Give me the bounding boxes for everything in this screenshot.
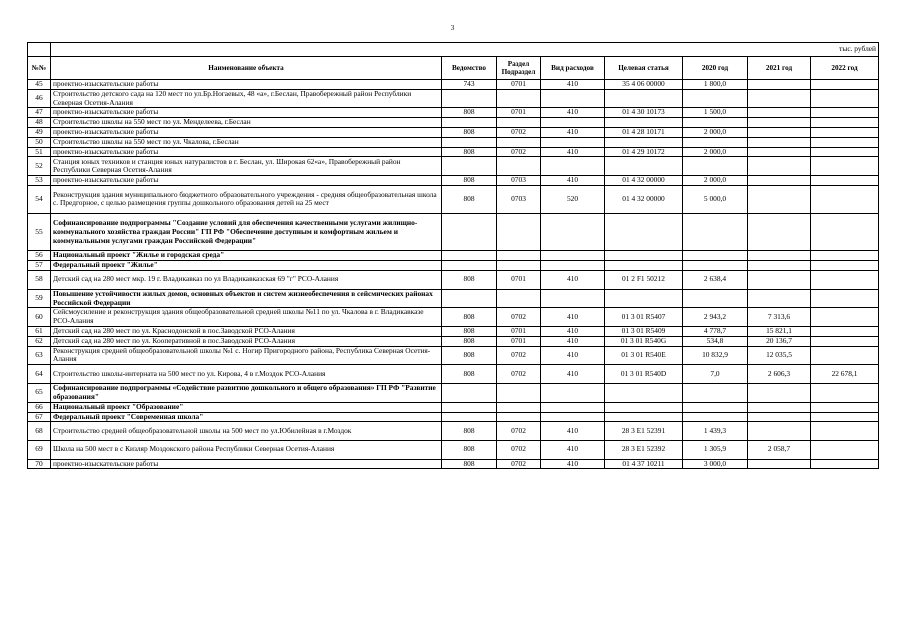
row-2021 bbox=[748, 251, 811, 261]
row-section bbox=[497, 157, 541, 176]
row-2022 bbox=[811, 412, 879, 422]
row-2020: 2 943,2 bbox=[683, 308, 748, 327]
row-exp-type bbox=[541, 251, 605, 261]
row-target bbox=[605, 157, 683, 176]
row-2021 bbox=[748, 384, 811, 403]
units-label: тыс. рублей bbox=[51, 43, 879, 57]
row-name: Строительство детского сада на 120 мест по ул.Бр.Ногаевых, 48 «а», г.Беслан, Правобережный район Республики Северная Осетия-Алания bbox=[51, 89, 442, 108]
row-num: 58 bbox=[28, 270, 51, 289]
budget-table bbox=[27, 42, 879, 469]
row-2020: 4 778,7 bbox=[683, 327, 748, 337]
table-body bbox=[28, 80, 879, 469]
row-section bbox=[497, 289, 541, 308]
table-row bbox=[28, 80, 879, 90]
row-name: Детский сад на 280 мест по ул. Кооперативной в пос.Заводской РСО-Алания bbox=[51, 336, 442, 346]
table-row bbox=[28, 261, 879, 271]
row-target: 28 3 E1 52391 bbox=[605, 422, 683, 441]
row-name: Реконструкция здания муниципального бюджетного образовательного учреждения - средняя общеобразовательная школа с. Предгорное, с целью размещения группы дошкольного образования детей на 25 мест bbox=[51, 185, 442, 213]
table-row bbox=[28, 137, 879, 147]
row-2020 bbox=[683, 137, 748, 147]
table-row bbox=[28, 365, 879, 384]
row-2022 bbox=[811, 176, 879, 186]
row-2022 bbox=[811, 89, 879, 108]
row-dept: 808 bbox=[442, 327, 497, 337]
row-num: 54 bbox=[28, 185, 51, 213]
row-section: 0702 bbox=[497, 128, 541, 138]
row-2021 bbox=[748, 176, 811, 186]
row-2021 bbox=[748, 80, 811, 90]
row-2021 bbox=[748, 214, 811, 251]
row-2021 bbox=[748, 108, 811, 118]
row-2021 bbox=[748, 118, 811, 128]
row-num: 46 bbox=[28, 89, 51, 108]
row-exp-type: 410 bbox=[541, 308, 605, 327]
row-2020: 1 800,0 bbox=[683, 80, 748, 90]
row-2020: 534,8 bbox=[683, 336, 748, 346]
row-2021: 7 313,6 bbox=[748, 308, 811, 327]
row-exp-type bbox=[541, 261, 605, 271]
row-section: 0702 bbox=[497, 365, 541, 384]
row-section: 0701 bbox=[497, 80, 541, 90]
row-2022 bbox=[811, 80, 879, 90]
row-num: 50 bbox=[28, 137, 51, 147]
row-2022 bbox=[811, 346, 879, 365]
row-num: 60 bbox=[28, 308, 51, 327]
units-row bbox=[28, 43, 879, 57]
row-name: Школа на 500 мест в с Кизляр Моздокского района Республики Северная Осетия-Алания bbox=[51, 440, 442, 459]
row-2020 bbox=[683, 412, 748, 422]
page-number: 3 bbox=[450, 24, 455, 32]
row-2020 bbox=[683, 157, 748, 176]
row-2022 bbox=[811, 185, 879, 213]
row-dept: 808 bbox=[442, 422, 497, 441]
table-row bbox=[28, 118, 879, 128]
header-section: Раздел Подраздел bbox=[497, 57, 541, 80]
row-dept: 808 bbox=[442, 440, 497, 459]
row-name: проектно-изыскательские работы bbox=[51, 108, 442, 118]
row-2021 bbox=[748, 157, 811, 176]
table-row bbox=[28, 308, 879, 327]
row-dept bbox=[442, 137, 497, 147]
row-target bbox=[605, 214, 683, 251]
row-exp-type bbox=[541, 137, 605, 147]
row-name: Строительство средней общеобразовательной школы на 500 мест по ул.Юбилейная в г.Моздок bbox=[51, 422, 442, 441]
table-row bbox=[28, 384, 879, 403]
row-exp-type: 410 bbox=[541, 327, 605, 337]
row-dept: 808 bbox=[442, 185, 497, 213]
row-2021 bbox=[748, 412, 811, 422]
row-exp-type: 410 bbox=[541, 147, 605, 157]
row-exp-type: 410 bbox=[541, 365, 605, 384]
row-2020 bbox=[683, 251, 748, 261]
row-exp-type: 410 bbox=[541, 336, 605, 346]
row-2020: 2 000,0 bbox=[683, 176, 748, 186]
row-name: проектно-изыскательские работы bbox=[51, 147, 442, 157]
row-name: Детский сад на 280 мест по ул. Краснодонской в пос.Заводской РСО-Алания bbox=[51, 327, 442, 337]
row-section bbox=[497, 384, 541, 403]
row-2022 bbox=[811, 336, 879, 346]
table-row bbox=[28, 336, 879, 346]
row-name: проектно-изыскательские работы bbox=[51, 176, 442, 186]
row-dept bbox=[442, 157, 497, 176]
row-2022 bbox=[811, 459, 879, 469]
row-2022 bbox=[811, 118, 879, 128]
header-target: Целевая статья bbox=[605, 57, 683, 80]
row-exp-type: 520 bbox=[541, 185, 605, 213]
row-target: 01 3 01 R540D bbox=[605, 365, 683, 384]
row-2021 bbox=[748, 459, 811, 469]
row-num: 49 bbox=[28, 128, 51, 138]
row-target: 01 4 32 00000 bbox=[605, 185, 683, 213]
row-section bbox=[497, 402, 541, 412]
table-row bbox=[28, 89, 879, 108]
row-section: 0702 bbox=[497, 147, 541, 157]
table-row bbox=[28, 412, 879, 422]
row-dept bbox=[442, 214, 497, 251]
row-num: 55 bbox=[28, 214, 51, 251]
header-name: Наименование объекта bbox=[51, 57, 442, 80]
row-exp-type bbox=[541, 384, 605, 403]
row-name: Национальный проект "Жилье и городская среда" bbox=[51, 251, 442, 261]
row-num: 56 bbox=[28, 251, 51, 261]
row-target: 01 2 F1 50212 bbox=[605, 270, 683, 289]
row-num: 67 bbox=[28, 412, 51, 422]
row-2021: 20 136,7 bbox=[748, 336, 811, 346]
row-exp-type bbox=[541, 118, 605, 128]
units-row-spacer bbox=[28, 43, 51, 57]
table-row bbox=[28, 176, 879, 186]
row-2020 bbox=[683, 402, 748, 412]
row-2022 bbox=[811, 147, 879, 157]
row-section bbox=[497, 412, 541, 422]
row-section: 0702 bbox=[497, 459, 541, 469]
row-2020: 1 439,3 bbox=[683, 422, 748, 441]
row-target bbox=[605, 384, 683, 403]
row-exp-type: 410 bbox=[541, 346, 605, 365]
header-2020: 2020 год bbox=[683, 57, 748, 80]
row-2020: 1 500,0 bbox=[683, 108, 748, 118]
row-2022 bbox=[811, 261, 879, 271]
header-exp-type: Вид расходов bbox=[541, 57, 605, 80]
row-exp-type bbox=[541, 402, 605, 412]
row-2021 bbox=[748, 270, 811, 289]
row-exp-type: 410 bbox=[541, 459, 605, 469]
row-section: 0703 bbox=[497, 176, 541, 186]
row-name: Строительство школы на 550 мест по ул. Чкалова, г.Беслан bbox=[51, 137, 442, 147]
row-dept bbox=[442, 251, 497, 261]
row-num: 68 bbox=[28, 422, 51, 441]
row-target: 28 3 E1 52392 bbox=[605, 440, 683, 459]
row-dept bbox=[442, 118, 497, 128]
row-2022 bbox=[811, 108, 879, 118]
row-section: 0701 bbox=[497, 327, 541, 337]
row-dept bbox=[442, 89, 497, 108]
row-2020: 7,0 bbox=[683, 365, 748, 384]
row-2021 bbox=[748, 89, 811, 108]
row-exp-type bbox=[541, 412, 605, 422]
row-target: 01 3 01 R540G bbox=[605, 336, 683, 346]
row-exp-type bbox=[541, 214, 605, 251]
header-2021: 2021 год bbox=[748, 57, 811, 80]
row-target: 01 3 01 R5409 bbox=[605, 327, 683, 337]
row-exp-type bbox=[541, 157, 605, 176]
row-name: проектно-изыскательские работы bbox=[51, 80, 442, 90]
row-2022 bbox=[811, 128, 879, 138]
row-dept bbox=[442, 384, 497, 403]
row-exp-type: 410 bbox=[541, 128, 605, 138]
row-section: 0701 bbox=[497, 108, 541, 118]
row-2020: 2 000,0 bbox=[683, 128, 748, 138]
row-target bbox=[605, 89, 683, 108]
row-dept: 743 bbox=[442, 80, 497, 90]
row-2020: 2 638,4 bbox=[683, 270, 748, 289]
table-row bbox=[28, 402, 879, 412]
row-num: 51 bbox=[28, 147, 51, 157]
row-target: 01 4 37 10211 bbox=[605, 459, 683, 469]
row-2022 bbox=[811, 289, 879, 308]
row-2021 bbox=[748, 137, 811, 147]
row-target: 01 4 30 10173 bbox=[605, 108, 683, 118]
row-section bbox=[497, 251, 541, 261]
row-dept: 808 bbox=[442, 108, 497, 118]
row-target bbox=[605, 118, 683, 128]
table-row bbox=[28, 327, 879, 337]
row-section bbox=[497, 89, 541, 108]
row-num: 66 bbox=[28, 402, 51, 412]
row-2021 bbox=[748, 147, 811, 157]
table-row bbox=[28, 214, 879, 251]
row-dept: 808 bbox=[442, 336, 497, 346]
row-name: Детский сад на 280 мест мкр. 19 г. Владикавказ по ул Владикавказская 69 "г" РСО-Алания bbox=[51, 270, 442, 289]
row-2021 bbox=[748, 185, 811, 213]
row-dept: 808 bbox=[442, 459, 497, 469]
row-2021: 2 058,7 bbox=[748, 440, 811, 459]
row-name: Федеральный проект "Современная школа" bbox=[51, 412, 442, 422]
row-2021: 12 035,5 bbox=[748, 346, 811, 365]
row-exp-type: 410 bbox=[541, 176, 605, 186]
row-2022 bbox=[811, 422, 879, 441]
table-row bbox=[28, 422, 879, 441]
row-exp-type: 410 bbox=[541, 80, 605, 90]
row-2022 bbox=[811, 384, 879, 403]
row-2020: 10 832,9 bbox=[683, 346, 748, 365]
row-exp-type: 410 bbox=[541, 270, 605, 289]
row-num: 69 bbox=[28, 440, 51, 459]
header-2022: 2022 год bbox=[811, 57, 879, 80]
header-dept: Ведомство bbox=[442, 57, 497, 80]
row-2021 bbox=[748, 402, 811, 412]
row-target bbox=[605, 137, 683, 147]
row-target bbox=[605, 402, 683, 412]
row-exp-type: 410 bbox=[541, 422, 605, 441]
row-2022: 22 678,1 bbox=[811, 365, 879, 384]
row-name: проектно-изыскательские работы bbox=[51, 459, 442, 469]
row-name: Строительство школы-интерната на 500 мест по ул. Кирова, 4 в г.Моздок РСО-Алания bbox=[51, 365, 442, 384]
table-row bbox=[28, 459, 879, 469]
row-2021 bbox=[748, 422, 811, 441]
row-exp-type: 410 bbox=[541, 440, 605, 459]
header-row bbox=[28, 57, 879, 80]
row-section: 0702 bbox=[497, 308, 541, 327]
row-2021 bbox=[748, 128, 811, 138]
row-name: Повышение устойчивости жилых домов, основных объектов и систем жизнеобеспечения в сейсмических районах Российской Федерации bbox=[51, 289, 442, 308]
row-section: 0701 bbox=[497, 336, 541, 346]
row-dept: 808 bbox=[442, 176, 497, 186]
row-section: 0702 bbox=[497, 422, 541, 441]
row-2021 bbox=[748, 261, 811, 271]
row-dept: 808 bbox=[442, 147, 497, 157]
row-name: Сейсмоусиление и реконструкция здания общеобразовательной средней школы №11 по ул. Чкалова в г. Владикавказе РСО-Алания bbox=[51, 308, 442, 327]
row-dept bbox=[442, 289, 497, 308]
row-target: 01 3 01 R5407 bbox=[605, 308, 683, 327]
row-2022 bbox=[811, 402, 879, 412]
row-2020: 5 000,0 bbox=[683, 185, 748, 213]
row-2022 bbox=[811, 137, 879, 147]
row-section bbox=[497, 118, 541, 128]
table-row bbox=[28, 157, 879, 176]
table-row bbox=[28, 251, 879, 261]
header-num: №№ bbox=[28, 57, 51, 80]
row-dept bbox=[442, 412, 497, 422]
row-name: Софинансирование подпрограммы «Содействие развитию дошкольного и общего образования» ГП РФ "Развитие образования" bbox=[51, 384, 442, 403]
row-num: 57 bbox=[28, 261, 51, 271]
row-section: 0702 bbox=[497, 440, 541, 459]
row-section bbox=[497, 261, 541, 271]
table-row bbox=[28, 346, 879, 365]
row-target: 01 4 28 10171 bbox=[605, 128, 683, 138]
row-section: 0702 bbox=[497, 346, 541, 365]
table-row bbox=[28, 185, 879, 213]
row-target: 01 4 29 10172 bbox=[605, 147, 683, 157]
row-target: 35 4 06 00000 bbox=[605, 80, 683, 90]
row-target bbox=[605, 289, 683, 308]
row-dept bbox=[442, 402, 497, 412]
row-num: 48 bbox=[28, 118, 51, 128]
row-section bbox=[497, 137, 541, 147]
row-2020: 3 000,0 bbox=[683, 459, 748, 469]
row-dept bbox=[442, 261, 497, 271]
row-2020 bbox=[683, 89, 748, 108]
row-target bbox=[605, 251, 683, 261]
row-num: 47 bbox=[28, 108, 51, 118]
row-dept: 808 bbox=[442, 270, 497, 289]
row-num: 63 bbox=[28, 346, 51, 365]
row-2022 bbox=[811, 270, 879, 289]
row-2021: 2 606,3 bbox=[748, 365, 811, 384]
row-num: 64 bbox=[28, 365, 51, 384]
row-name: проектно-изыскательские работы bbox=[51, 128, 442, 138]
row-2022 bbox=[811, 327, 879, 337]
row-num: 45 bbox=[28, 80, 51, 90]
row-2021: 15 821,1 bbox=[748, 327, 811, 337]
row-target: 01 4 32 00000 bbox=[605, 176, 683, 186]
row-target bbox=[605, 261, 683, 271]
row-2020 bbox=[683, 289, 748, 308]
row-num: 61 bbox=[28, 327, 51, 337]
row-target bbox=[605, 412, 683, 422]
row-2020 bbox=[683, 118, 748, 128]
table-row bbox=[28, 108, 879, 118]
row-dept: 808 bbox=[442, 365, 497, 384]
row-exp-type bbox=[541, 289, 605, 308]
row-num: 52 bbox=[28, 157, 51, 176]
row-num: 53 bbox=[28, 176, 51, 186]
row-2022 bbox=[811, 308, 879, 327]
row-2020 bbox=[683, 261, 748, 271]
row-2021 bbox=[748, 289, 811, 308]
row-2022 bbox=[811, 440, 879, 459]
row-2022 bbox=[811, 214, 879, 251]
row-name: Реконструкция средней общеобразовательной школы №1 с. Ногир Пригородного района, Республика Северная Осетия-Алания bbox=[51, 346, 442, 365]
row-name: Софинансирование подпрограммы "Создание условий для обеспечения качественными услугами жилищно-коммунального хозяйства граждан России" ГП РФ "Обеспечение доступным и комфортным жильем и коммунальными услугами граждан Российской Федерации" bbox=[51, 214, 442, 251]
row-num: 70 bbox=[28, 459, 51, 469]
row-dept: 808 bbox=[442, 346, 497, 365]
table-row bbox=[28, 270, 879, 289]
table-row bbox=[28, 147, 879, 157]
table-row bbox=[28, 440, 879, 459]
row-exp-type bbox=[541, 89, 605, 108]
row-name: Национальный проект "Образование" bbox=[51, 402, 442, 412]
row-section bbox=[497, 214, 541, 251]
row-num: 62 bbox=[28, 336, 51, 346]
row-2020: 1 305,9 bbox=[683, 440, 748, 459]
row-dept: 808 bbox=[442, 308, 497, 327]
table-row bbox=[28, 289, 879, 308]
row-section: 0701 bbox=[497, 270, 541, 289]
row-section: 0703 bbox=[497, 185, 541, 213]
row-target: 01 3 01 R540E bbox=[605, 346, 683, 365]
row-exp-type: 410 bbox=[541, 108, 605, 118]
row-2022 bbox=[811, 157, 879, 176]
row-dept: 808 bbox=[442, 128, 497, 138]
row-2020 bbox=[683, 384, 748, 403]
row-num: 59 bbox=[28, 289, 51, 308]
row-num: 65 bbox=[28, 384, 51, 403]
row-2020 bbox=[683, 214, 748, 251]
row-name: Строительство школы на 550 мест по ул. Менделеева, г.Беслан bbox=[51, 118, 442, 128]
row-2020: 2 000,0 bbox=[683, 147, 748, 157]
table-row bbox=[28, 128, 879, 138]
row-name: Федеральный проект "Жилье" bbox=[51, 261, 442, 271]
row-2022 bbox=[811, 251, 879, 261]
row-name: Станция юных техников и станция юных натуралистов в г. Беслан, ул. Широкая 62«а», Правобережный район Республики Северная Осетия-Алания bbox=[51, 157, 442, 176]
